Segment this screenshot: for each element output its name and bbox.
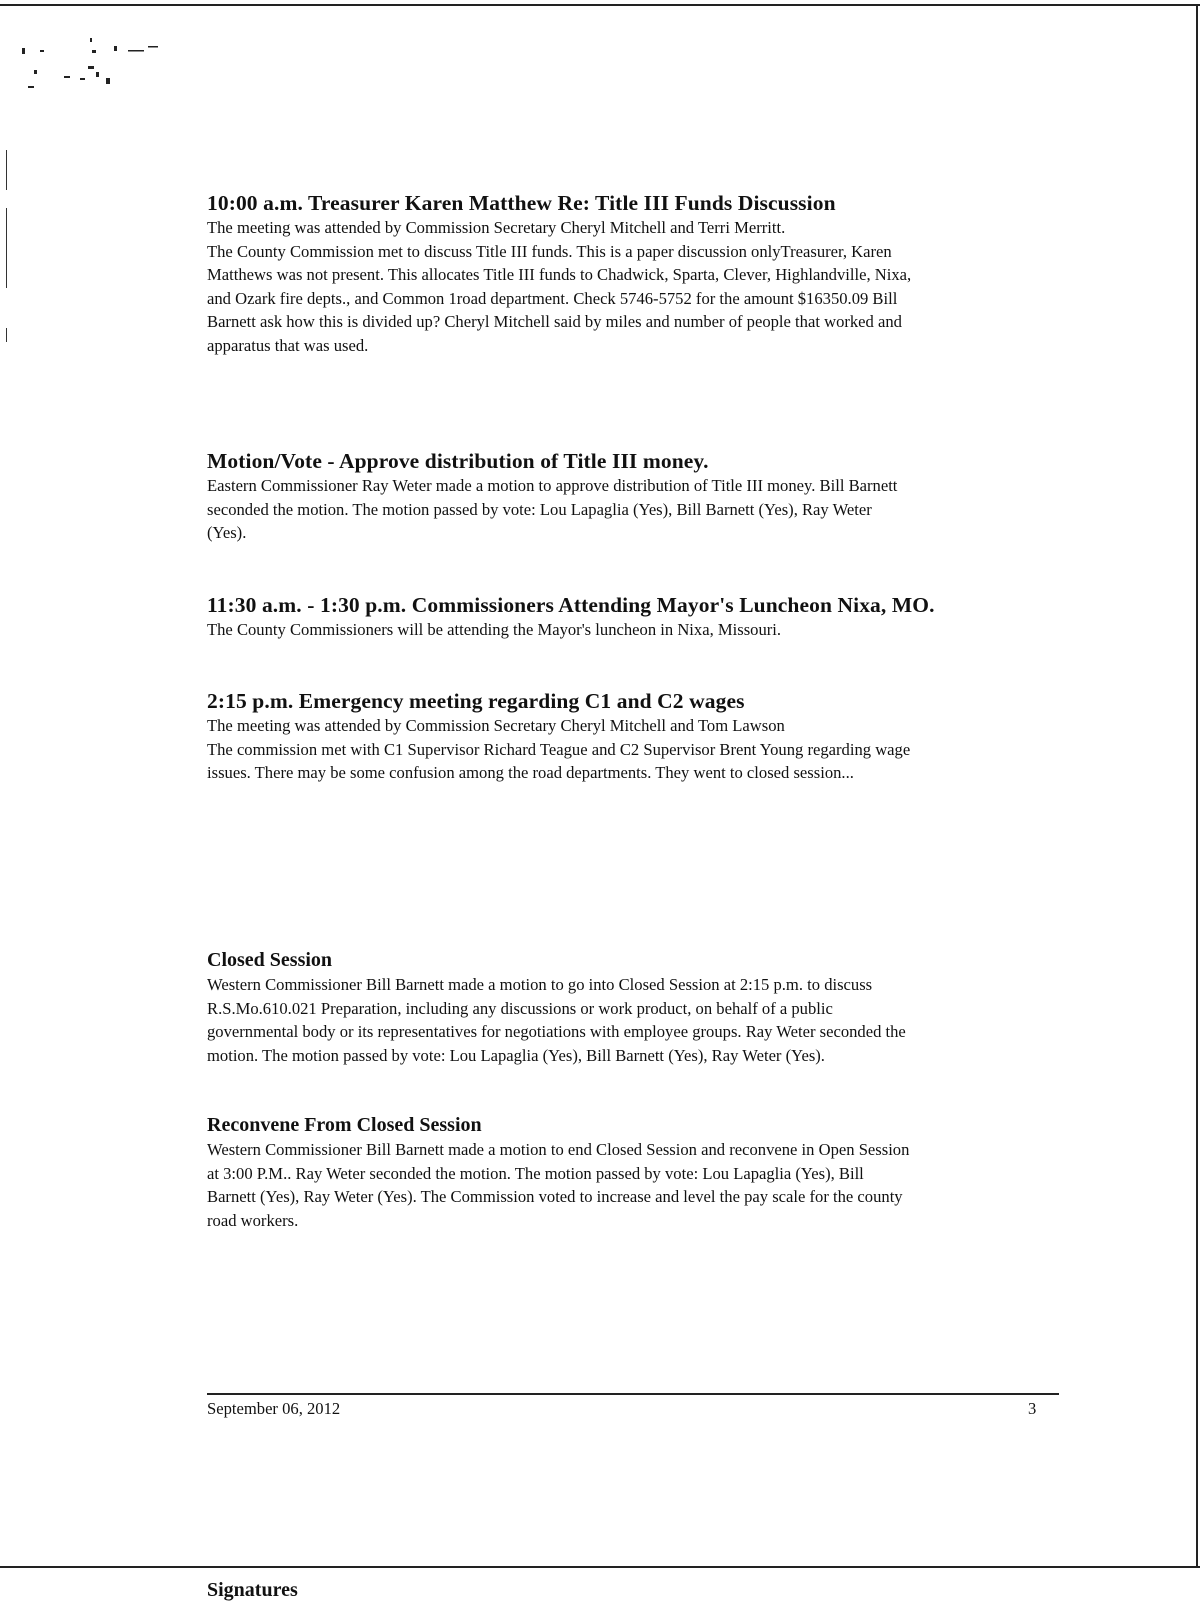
body-line: (Yes).	[207, 523, 247, 543]
body-line: The commission met with C1 Supervisor Richard Teague and C2 Supervisor Brent Young regarding wage	[207, 739, 911, 759]
scan-specks	[18, 34, 168, 104]
margin-mark	[6, 328, 7, 342]
page-number: 3	[1028, 1399, 1037, 1418]
page-border-bottom	[0, 1566, 1200, 1568]
body-line: seconded the motion. The motion passed by vote: Lou Lapaglia (Yes), Bill Barnett (Yes), Ray Weter	[207, 499, 872, 519]
margin-mark	[6, 150, 7, 190]
body-line: Western Commissioner Bill Barnett made a motion to go into Closed Session at 2:15 p.m. to discuss	[207, 975, 873, 994]
body-line: motion. The motion passed by vote: Lou Lapaglia (Yes), Bill Barnett (Yes), Ray Weter (Yes).	[207, 1045, 825, 1065]
body-line: governmental body or its representatives for negotiations with employee groups. Ray Weter seconded the	[207, 1022, 906, 1042]
body-line: and Ozark fire depts., and Common 1road department. Check 5746-5752 for the amount $16350.09 Bill	[207, 288, 898, 308]
body-line: Barnett ask how this is divided up? Cheryl Mitchell said by miles and number of people that worked and	[207, 312, 902, 332]
section-heading: Motion/Vote - Approve distribution of Title III money.	[207, 449, 709, 473]
body-line: The meeting was attended by Commission Secretary Cheryl Mitchell and Tom Lawson	[207, 716, 785, 735]
section-heading: 10:00 a.m. Treasurer Karen Matthew Re: Title III Funds Discussion	[207, 191, 836, 215]
page-border-right	[1196, 4, 1198, 1568]
section-heading: 11:30 a.m. - 1:30 p.m. Commissioners Attending Mayor's Luncheon Nixa, MO.	[207, 593, 935, 617]
footer-date: September 06, 2012	[207, 1399, 341, 1418]
section-emergency-meeting	[207, 688, 1067, 785]
body-line: apparatus that was used.	[207, 335, 369, 355]
body-line: at 3:00 P.M.. Ray Weter seconded the motion. The motion passed by vote: Lou Lapaglia (Yes), Bill	[207, 1163, 864, 1183]
body-line: issues. There may be some confusion among the road departments. They went to closed session...	[207, 763, 854, 783]
section-mayors-luncheon	[207, 592, 1067, 642]
section-heading: 2:15 p.m. Emergency meeting regarding C1 and C2 wages	[207, 689, 745, 713]
section-heading: Closed Session	[207, 949, 333, 971]
body-line: The County Commission met to discuss Title III funds. This is a paper discussion onlyTreasurer, Karen	[207, 241, 892, 261]
body-line: road workers.	[207, 1210, 299, 1230]
margin-mark	[6, 208, 7, 288]
body-line: The meeting was attended by Commission Secretary Cheryl Mitchell and Terri Merritt.	[207, 218, 786, 237]
section-heading: Reconvene From Closed Session	[207, 1114, 482, 1136]
section-reconvene	[207, 1112, 1067, 1232]
body-line: Eastern Commissioner Ray Weter made a motion to approve distribution of Title III money. Bill Barnett	[207, 476, 898, 495]
page-border-top	[0, 4, 1200, 6]
body-line: The County Commissioners will be attending the Mayor's luncheon in Nixa, Missouri.	[207, 620, 782, 639]
footer-rule	[207, 1393, 1059, 1395]
section-heading: Signatures	[207, 1579, 298, 1601]
section-title-iii-funds	[207, 190, 1067, 358]
body-line: R.S.Mo.610.021 Preparation, including any discussions or work product, on behalf of a public	[207, 998, 833, 1018]
body-line: Western Commissioner Bill Barnett made a motion to end Closed Session and reconvene in Open Session	[207, 1140, 910, 1159]
body-line: Matthews was not present. This allocates Title III funds to Chadwick, Sparta, Clever, Highlandville, Nixa,	[207, 265, 912, 285]
section-signatures	[207, 1577, 1067, 1603]
body-line: Barnett (Yes), Ray Weter (Yes). The Commission voted to increase and level the pay scale for the county	[207, 1187, 903, 1207]
section-motion-vote	[207, 448, 1067, 545]
section-closed-session	[207, 947, 1067, 1067]
